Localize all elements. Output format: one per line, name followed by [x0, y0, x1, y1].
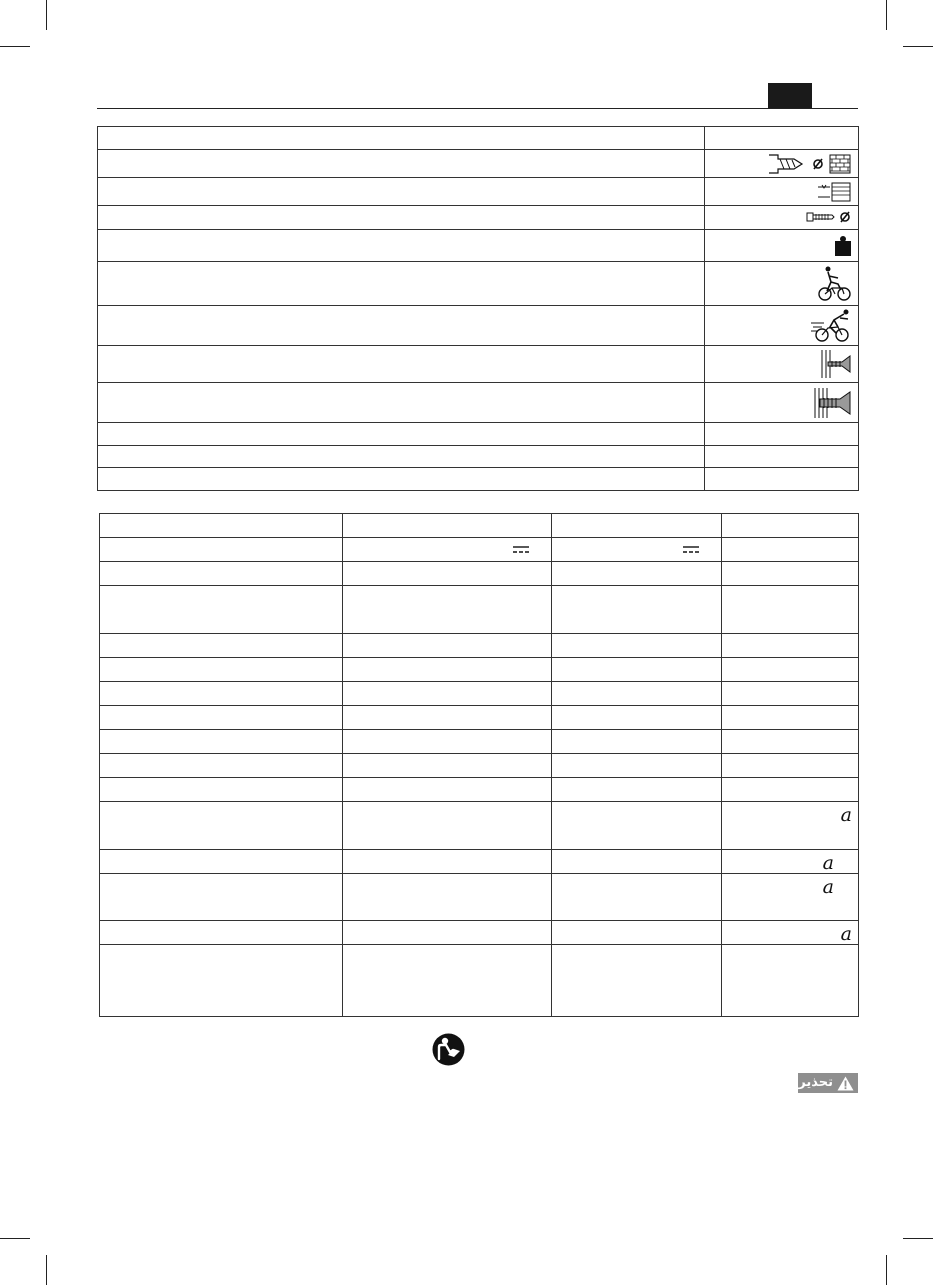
table-row	[100, 778, 859, 802]
spec-label-cell	[98, 230, 705, 262]
table-row	[98, 383, 859, 423]
spec-icon-cell	[705, 346, 859, 383]
table-row	[100, 850, 859, 874]
read-manual-icon	[432, 1033, 465, 1066]
table-row	[100, 538, 859, 562]
table-row	[100, 562, 859, 586]
spec-icon-cell	[705, 262, 859, 306]
table-row	[100, 658, 859, 682]
table-row	[98, 127, 859, 150]
table-row	[100, 754, 859, 778]
spec-label-cell	[98, 446, 705, 468]
spec-label-cell	[98, 150, 705, 178]
weight-icon	[834, 235, 852, 257]
spec-value-cell	[705, 468, 859, 491]
drill-bit-masonry-diameter-icon	[768, 153, 852, 175]
crop-mark	[886, 0, 887, 30]
warning-badge	[798, 1073, 858, 1093]
spec-icon-cell	[705, 230, 859, 262]
spec-icon-cell	[705, 383, 859, 423]
table-row	[98, 150, 859, 178]
acceleration-symbol: a	[822, 852, 834, 874]
crop-mark	[46, 1255, 47, 1285]
crop-mark	[903, 1238, 933, 1239]
spec-value-cell	[705, 446, 859, 468]
acceleration-symbol: a	[840, 804, 852, 826]
acceleration-symbol: a	[840, 923, 852, 945]
table-row	[98, 206, 859, 230]
crop-mark	[0, 46, 30, 47]
table-row	[100, 730, 859, 754]
screw-diameter-icon	[806, 210, 852, 224]
conduit-pipe-icon	[816, 181, 852, 203]
spec-value-cell	[705, 127, 859, 150]
crop-mark	[903, 46, 933, 47]
table-row	[98, 346, 859, 383]
table-row	[100, 921, 859, 945]
spec-value-cell	[705, 423, 859, 446]
spec-table	[97, 126, 859, 491]
table-row	[98, 262, 859, 306]
data-table	[99, 513, 859, 1017]
spec-label-cell	[98, 346, 705, 383]
table-row	[100, 945, 859, 1017]
spec-icon-cell	[705, 150, 859, 178]
spec-icon-cell	[705, 206, 859, 230]
table-row	[100, 802, 859, 850]
spec-label-cell	[98, 468, 705, 491]
table-row	[98, 423, 859, 446]
table-row	[100, 634, 859, 658]
table-row	[100, 514, 859, 538]
header-rule	[97, 108, 858, 109]
language-tab	[768, 83, 812, 108]
table-row	[100, 874, 859, 921]
table-row	[100, 682, 859, 706]
spec-label-cell	[98, 127, 705, 150]
dc-current-symbol	[683, 546, 699, 553]
table-row	[98, 446, 859, 468]
small-screw-in-wall-icon	[818, 348, 852, 380]
table-row	[98, 230, 859, 262]
spec-label-cell	[98, 262, 705, 306]
warning-triangle-icon	[837, 1076, 854, 1091]
table-row	[98, 468, 859, 491]
large-screw-in-wall-icon	[812, 386, 852, 420]
spec-label-cell	[98, 306, 705, 346]
acceleration-symbol: a	[822, 876, 834, 898]
spec-label-cell	[98, 423, 705, 446]
crop-mark	[886, 1255, 887, 1285]
spec-icon-cell	[705, 306, 859, 346]
table-row	[100, 586, 859, 634]
spec-label-cell	[98, 178, 705, 206]
spec-label-cell	[98, 383, 705, 423]
table-row	[98, 306, 859, 346]
warning-label: تحذير	[798, 1075, 833, 1090]
spec-label-cell	[98, 206, 705, 230]
crop-mark	[46, 0, 47, 30]
table-row	[100, 706, 859, 730]
slow-bicycle-rider-icon	[818, 266, 852, 302]
table-row	[98, 178, 859, 206]
spec-icon-cell	[705, 178, 859, 206]
crop-mark	[0, 1238, 30, 1239]
fast-bicycle-rider-icon	[810, 309, 852, 343]
dc-current-symbol	[513, 546, 529, 553]
